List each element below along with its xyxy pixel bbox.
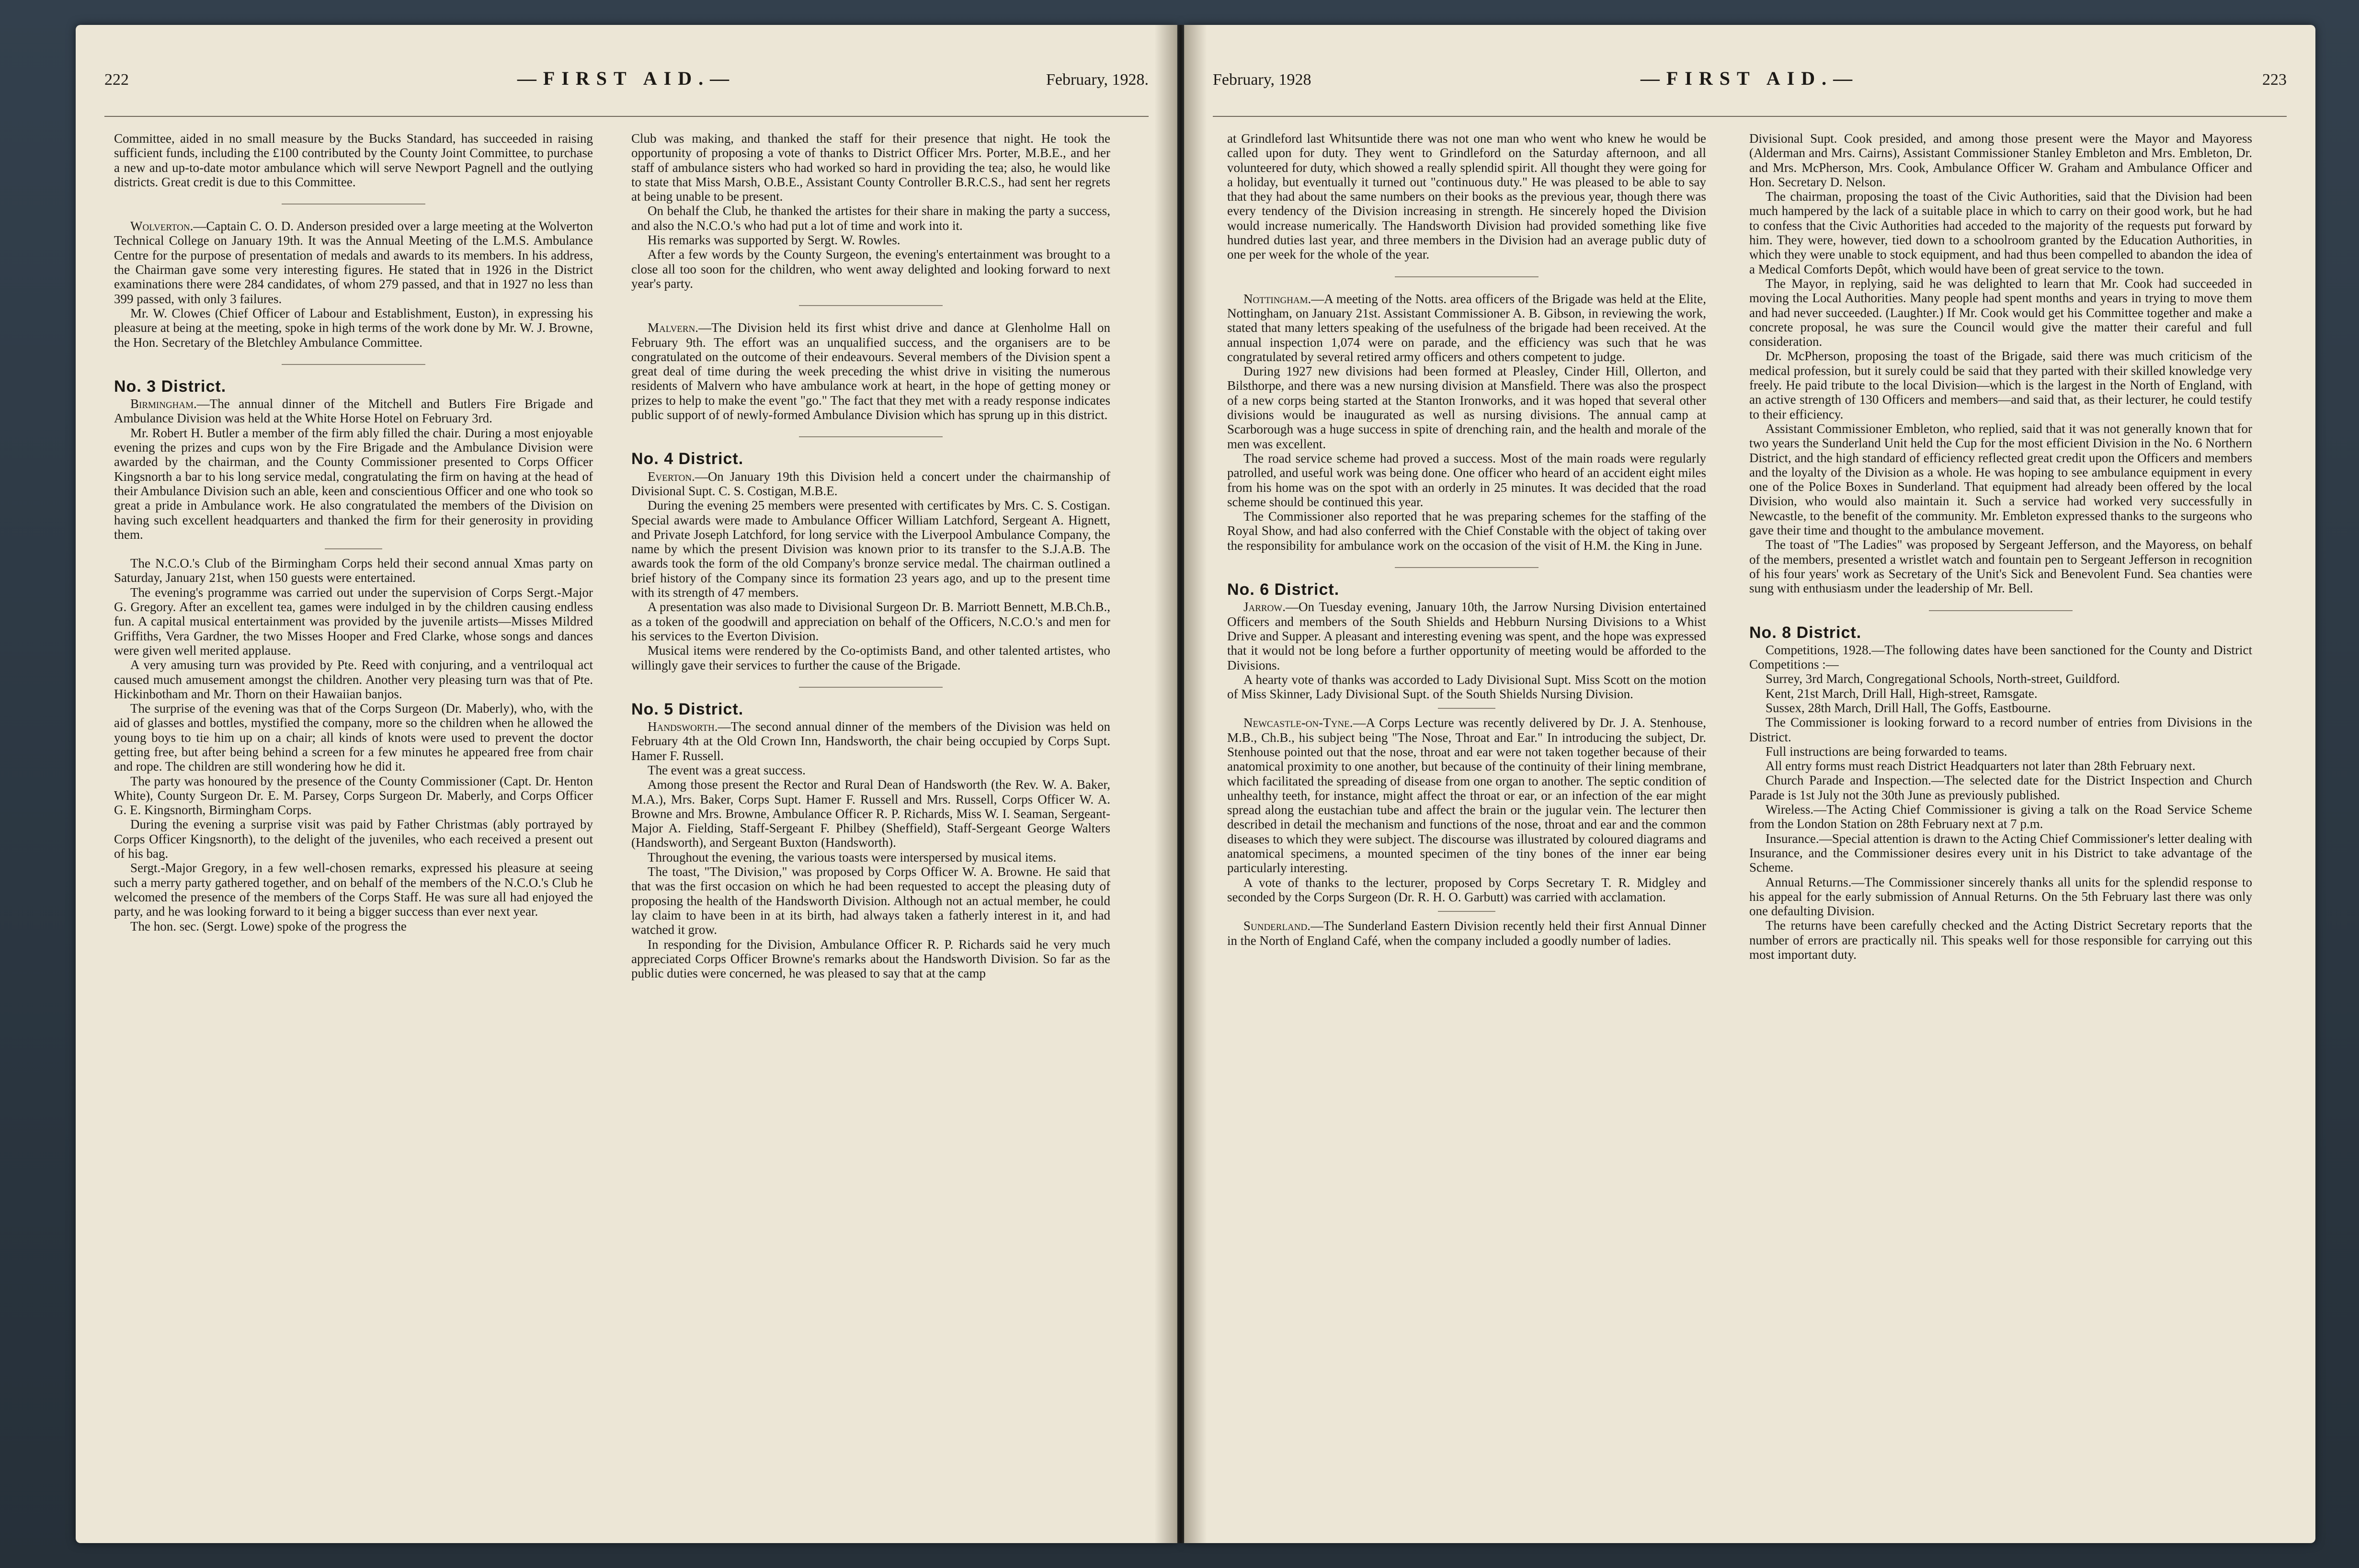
paragraph-text: On behalf the Club, he thanked the artistes for their share in making the party a success, and also the N.C.O.'s who had put a lot of time and work into it. [631, 204, 1110, 233]
left-page-header [104, 67, 1149, 96]
paragraph-text: The evening's programme was carried out under the supervision of Corps Sergt.-Major G. Gregory. After an excellent tea, games were indulged in by the children causing endless fun. A capital musical entertainment was provided by the juvenile artists—Misses Mildred Griffiths, Vera Gardner, the two Misses Hooper and Fred Clarke, whose songs and dances were given well merited applause. [114, 585, 593, 658]
paragraph-text: The returns have been carefully checked and the Acting District Secretary reports that the number of errors are practically nil. This speaks well for those responsible for carrying out this most important duty. [1749, 918, 2252, 962]
article-paragraph [114, 219, 593, 306]
paragraph-text: Insurance.—Special attention is drawn to the Acting Chief Commissioner's letter dealing with Insurance, and the Commissioner desires every unit in his District to take advantage of the Scheme. [1749, 831, 2252, 875]
article-paragraph [1227, 716, 1706, 875]
section-divider [799, 687, 943, 688]
paragraph-text: Divisional Supt. Cook presided, and among those present were the Mayor and Mayoress (Alderman and Mrs. Cairns), Assistant Commissioner Stanley Embleton and Mrs. Embleton, Dr. and Mrs. McPherson, Mrs. Cook, Ambulance Officer W. Graham and Ambulance Officer and Hon. Secretary D. Nelson. [1749, 131, 2252, 189]
paragraph-text: After a few words by the County Surgeon, the evening's entertainment was brought to a close all too soon for the children, who went away delighted and looking forward to next year's party. [631, 247, 1110, 291]
section-divider [1929, 610, 2073, 611]
paragraph-text: The party was honoured by the presence of the County Commissioner (Capt. Dr. Henton White), County Surgeon Dr. E. M. Parsey, Corps Surgeon Dr. Maberly, and Corps Officer G. E. Kingsnorth, Birmingham Corps. [114, 773, 593, 818]
paragraph-text: Wireless.—The Acting Chief Commissioner is giving a talk on the Road Service Scheme from the London Station on 28th February next at 7 p.m. [1749, 802, 2252, 831]
paragraph-text: During the evening 25 members were presented with certificates by Mrs. C. S. Costigan. Special awards were made to Ambulance Officer William Latchford, Sergeant A. Hignett, and Private Joseph Latchford, for long service with the Liverpool Ambulance Company, the name by which the present Division was known prior to its transfer to the S.J.A.B. The awards took the form of the old Company's bronze service medal. The chairman outlined a brief history of the Company since its formation 23 years ago, and up to the present time with its strength of 47 members. [631, 498, 1110, 600]
page-number: 223 [2262, 71, 2287, 89]
district-heading: No. 3 District. [114, 377, 227, 396]
section-divider [1438, 911, 1495, 912]
article-paragraph [114, 658, 593, 701]
paragraph-text: Full instructions are being forwarded to teams. [1766, 744, 2007, 759]
right-column-1 [1227, 131, 1706, 1520]
article-paragraph [631, 600, 1110, 643]
article-paragraph [1749, 802, 2252, 831]
paragraph-text: The event was a great success. [648, 762, 806, 777]
paragraph-text: Kent, 21st March, Drill Hall, High-street, Ramsgate. [1766, 686, 2038, 701]
paragraph-text: —The Division held its first whist drive and dance at Glenholme Hall on February 9th. The effort was an unqualified success, and the organisers are to be congratulated on the outcome of their endeavours. Several members of the Division spent a great deal of time during the week preceding the whist drive in visiting the numerous residents of Malvern who have ambulance work at heart, in the hope of getting money or prizes to help to make the event "go." The fact that they met with a ready response indicates public support of of newly-formed Ambulance Division which has sprung up in this district. [631, 320, 1110, 422]
place-name-lead: Birmingham. [130, 397, 197, 411]
left-column-2 [631, 131, 1110, 1520]
place-name-lead: Newcastle-on-Tyne. [1243, 716, 1353, 730]
paragraph-text: The chairman, proposing the toast of the Civic Authorities, said that the Division had been much hampered by the lack of a suitable place in which to carry on their good work, but he had to confess that the Civic Authorities had acceded to the majority of the requests put forward by him. They were, however, tied down to a schoolroom granted by the Education Authorities, in which they were unable to stock equipment, and had thus been compelled to abandon the idea of a Medical Comforts Depôt, which would have been of great service to the town. [1749, 189, 2252, 276]
article-paragraph [1227, 292, 1706, 364]
header-rule [1213, 116, 2287, 117]
paragraph-text: The road service scheme had proved a success. Most of the main roads were regularly patrolled, and useful work was being done. One officer who heard of an accident eight miles from his home was on the spot with an orderly in 25 minutes. It was decided that the road scheme should be continued this year. [1227, 451, 1706, 509]
book-gutter [1154, 25, 1207, 1543]
article-paragraph [1749, 701, 2252, 715]
paragraph-text: Surrey, 3rd March, Congregational Schools, North-street, Guildford. [1766, 671, 2120, 686]
paragraph-text: The Commissioner also reported that he was preparing schemes for the staffing of the Royal Show, and had also conferred with the Chief Constable with the object of taking over the responsibility for ambulance work on the occasion of the visit of H.M. the King in June. [1227, 509, 1706, 553]
paragraph-text: A very amusing turn was provided by Pte. Reed with conjuring, and a ventriloqual act caused much amusement amongst the children. Another very pleasing turn was that of Pte. Hickinbotham and Mr. Thorn on their Hawaiian banjos. [114, 658, 593, 701]
paragraph-text: —A meeting of the Notts. area officers of the Brigade was held at the Elite, Nottingham, on January 21st. Assistant Commissioner A. B. Gibson, in reviewing the work, stated that many letters speaking of the usefulness of the brigade had been received. At the annual inspection 1,074 were on parade, and the efficiency was such that he was congratulated by several retired army officers and others competent to judge. [1227, 291, 1706, 364]
article-paragraph [114, 397, 593, 426]
paragraph-text: at Grindleford last Whitsuntide there was not one man who went who knew he would be called upon for duty. They went to Grindleford on the Saturday afternoon, and all volunteered for duty, which showed a really splendid spirit. All thought they were going for a holiday, but eventually it turned out "continuous duty." He was pleased to be able to say that they had about the same numbers on their books as the previous year, though there was every tendency of the Division increasing in strength. He sincerely hoped the Division would increase numerically. The Handsworth Division had provided something like five hundred duties last year, and three members in the Division had an average public duty of one per week for the whole of the year. [1227, 131, 1706, 262]
paragraph-text: All entry forms must reach District Headquarters not later than 28th February next. [1766, 759, 2196, 773]
paragraph-text: —A Corps Lecture was recently delivered by Dr. J. A. Stenhouse, M.B., Ch.B., his subject being "The Nose, Throat and Ear." In introducing the subject, Dr. Stenhouse pointed out that the nose, throat and ear were not taken together because of their anatomical proximity to one another, but because of the continuity of their lining membrane, which facilitated the spreading of disease from one organ to another. The septic condition of unhealthy teeth, for instance, might affect the throat or ear, or an infection of the ear might spread along the eustachian tube and affect the brain or the jugular vein. The lecturer then described in detail the mechanism and functions of the nose, throat and ear and the common diseases to which they were subject. The discourse was illustrated by coloured diagrams and anatomical specimens, a mounted specimen of the tiny bones of the inner ear being particularly interesting. [1227, 716, 1706, 875]
article-paragraph [631, 777, 1110, 850]
article-paragraph [114, 919, 593, 933]
paragraph-text: Mr. W. Clowes (Chief Officer of Labour and Establishment, Euston), in expressing his pleasure at being at the meeting, spoke in high terms of the work done by Mr. W. J. Browne, the Hon. Secretary of the Bletchley Ambulance Committee. [114, 306, 593, 350]
paragraph-text: A vote of thanks to the lecturer, proposed by Corps Secretary T. R. Midgley and seconded by the Corps Surgeon (Dr. R. H. O. Garbutt) was carried with acclamation. [1227, 875, 1706, 904]
issue-date: February, 1928 [1213, 71, 1311, 89]
section-divider [282, 364, 425, 365]
place-name-lead: Everton. [648, 469, 695, 484]
article-paragraph [631, 131, 1110, 204]
article-paragraph [1749, 349, 2252, 421]
section-divider [325, 548, 382, 549]
article-paragraph [631, 937, 1110, 981]
article-paragraph [114, 426, 593, 542]
place-name-lead: Jarrow. [1243, 600, 1286, 614]
district-heading: No. 8 District. [1749, 623, 1862, 642]
right-page [1184, 25, 2315, 1543]
article-paragraph [1749, 918, 2252, 962]
section-divider [282, 204, 425, 205]
paragraph-text: Sergt.-Major Gregory, in a few well-chosen remarks, expressed his pleasure at seeing such a merry party gathered together, and on behalf of the members of the N.C.O.'s Club he welcomed the presence of the members of the Corps Staff. He was sure all had enjoyed the party, and he was looking forward to it being a bigger success than ever next year. [114, 861, 593, 919]
paragraph-text: Throughout the evening, the various toasts were interspersed by musical items. [648, 850, 1057, 864]
paragraph-text: Annual Returns.—The Commissioner sincerely thanks all units for the splendid response to his appeal for the early submission of Annual Returns. On the 5th February last there was only one defaulting Division. [1749, 875, 2252, 919]
article-paragraph [1749, 759, 2252, 773]
paragraph-text: Musical items were rendered by the Co-optimists Band, and other talented artistes, who willingly gave their services to further the cause of the Brigade. [631, 643, 1110, 672]
header-rule [104, 116, 1149, 117]
section-divider [1395, 567, 1538, 568]
paragraph-text: The Commissioner is looking forward to a record number of entries from Divisions in the District. [1749, 715, 2252, 744]
article-paragraph [114, 585, 593, 658]
district-heading: No. 5 District. [631, 700, 744, 718]
paragraph-text: The N.C.O.'s Club of the Birmingham Corps held their second annual Xmas party on Saturday, January 21st, when 150 guests were entertained. [114, 556, 593, 585]
page-number: 222 [104, 71, 129, 89]
article-paragraph [631, 850, 1110, 864]
right-column-2 [1749, 131, 2252, 1520]
paragraph-text: Committee, aided in no small measure by the Bucks Standard, has succeeded in raising sufficient funds, including the £100 contributed by the County Joint Committee, to purchase a new and up-to-date motor ambulance which will serve Newport Pagnell and the outlying districts. Great credit is due to this Committee. [114, 131, 593, 189]
paragraph-text: —On January 19th this Division held a concert under the chairmanship of Divisional Supt. C. S. Costigan, M.B.E. [631, 469, 1110, 498]
article-paragraph [1749, 421, 2252, 537]
journal-title: —FIRST AID.— [517, 68, 736, 89]
paragraph-text: A hearty vote of thanks was accorded to Lady Divisional Supt. Miss Scott on the motion of Miss Skinner, Lady Divisional Supt. of the South Shields Nursing Division. [1227, 672, 1706, 702]
paragraph-text: In responding for the Division, Ambulance Officer R. P. Richards said he very much appreciated Corps Officer Browne's remarks about the Handsworth Division. So far as the public duties were concerned, he was pleased to say that at the camp [631, 937, 1110, 981]
article-paragraph [114, 131, 593, 189]
district-heading: No. 6 District. [1227, 580, 1340, 599]
place-name-lead: Sunderland. [1243, 919, 1311, 933]
paragraph-text: Sussex, 28th March, Drill Hall, The Goffs, Eastbourne. [1766, 700, 2051, 715]
paragraph-text: Competitions, 1928.—The following dates have been sanctioned for the County and District Competitions :— [1749, 642, 2252, 672]
article-paragraph [631, 763, 1110, 777]
paragraph-text: —Captain C. O. D. Anderson presided over a large meeting at the Wolverton Technical College on January 19th. It was the Annual Meeting of the L.M.S. Ambulance Centre for the purpose of presentation of medals and awards to its members. In his address, the Chairman gave some very interesting figures. He stated that in 1926 in the District examinations there were 284 candidates, of whom 279 passed, and that in 1927 no less than 399 passed, with only 3 failures. [114, 219, 593, 306]
district-heading: No. 4 District. [631, 450, 744, 468]
article-paragraph [1749, 189, 2252, 276]
paragraph-text: The toast of "The Ladies" was proposed by Sergeant Jefferson, and the Mayoress, on behalf of the members, presented a wristlet watch and fountain pen to Sergeant Jefferson in recognition of his four years' work as Secretary of the Unit's Sick and Benevolent Fund. Sea chanties were sung with enthusiasm under the leadership of Mr. Bell. [1749, 537, 2252, 596]
article-paragraph [114, 556, 593, 585]
article-paragraph [1227, 919, 1706, 948]
article-paragraph [1749, 537, 2252, 595]
place-name-lead: Wolverton. [130, 219, 194, 234]
paragraph-text: —On Tuesday evening, January 10th, the Jarrow Nursing Division entertained Officers and members of the South Shields and Hebburn Nursing Divisions to a Whist Drive and Supper. A pleasant and interesting evening was spent, and the hope was expressed that it would not be long before a further opportunity of meeting would be afforded to the Divisions. [1227, 600, 1706, 672]
article-paragraph [631, 719, 1110, 763]
article-paragraph [631, 204, 1110, 233]
article-paragraph [1749, 643, 2252, 672]
article-paragraph [1227, 672, 1706, 702]
article-paragraph [631, 643, 1110, 672]
article-paragraph [1227, 600, 1706, 672]
paragraph-text: Dr. McPherson, proposing the toast of the Brigade, said there was much criticism of the medical profession, but it surely could be said that they parted with their skilled knowledge very freely. He paid tribute to the local Division—which is the largest in the North of England, with an active strength of 130 Officers and members—and said that, as their lecturer, he could testify to their efficiency. [1749, 349, 2252, 421]
paragraph-text: A presentation was also made to Divisional Surgeon Dr. B. Marriott Bennett, M.B.Ch.B., as a token of the goodwill and appreciation on behalf of the Officers, N.C.O.'s and men for his services to the Everton Division. [631, 600, 1110, 643]
article-paragraph [1749, 671, 2252, 686]
right-page-header [1213, 67, 2287, 96]
paragraph-text: —The second annual dinner of the members of the Division was held on February 4th at the Old Crown Inn, Handsworth, the chair being occupied by Corps Supt. Hamer F. Russell. [631, 719, 1110, 763]
article-paragraph [631, 864, 1110, 937]
paragraph-text: His remarks was supported by Sergt. W. Rowles. [648, 233, 900, 248]
paragraph-text: Mr. Robert H. Butler a member of the firm ably filled the chair. During a most enjoyable evening the prizes and cups won by the Fire Brigade and the Ambulance Division were awarded by the chairman, and the County Commissioner presented to Corps Officer Kingsnorth a bar to his long service medal, congratulating the firm on having at the head of their Ambulance Division such an able, keen and conscientious Officer and one who took so great a pride in Ambulance work. He also congratulated the members of the Division on having such excellent headquarters and thanked the firm for their generosity in providing them. [114, 425, 593, 542]
journal-title: —FIRST AID.— [1640, 68, 1859, 89]
article-paragraph [1227, 451, 1706, 509]
article-paragraph [631, 498, 1110, 600]
section-divider [799, 436, 943, 437]
article-paragraph [114, 817, 593, 861]
paragraph-text: During 1927 new divisions had been formed at Pleasley, Cinder Hill, Ollerton, and Bilsthorpe, and there was a new nursing division at Mansfield. There was also the prospect of a new corps being started at the Stanton Ironworks, and it was hoped that several other divisions would be inaugurated as well as nursing divisions. The annual camp at Scarborough was a huge success in spite of drenching rain, and the health and morale of the men was excellent. [1227, 364, 1706, 451]
paragraph-text: During the evening a surprise visit was paid by Father Christmas (ably portrayed by Corps Officer Kingsnorth), to the delight of the juveniles, who each received a present out of his bag. [114, 817, 593, 861]
article-paragraph [631, 247, 1110, 291]
article-paragraph [1227, 509, 1706, 553]
article-paragraph [631, 233, 1110, 247]
section-divider [799, 305, 943, 306]
article-paragraph [1749, 686, 2252, 701]
article-paragraph [1227, 131, 1706, 262]
left-page [76, 25, 1177, 1543]
paragraph-text: Club was making, and thanked the staff for their presence that night. He took the opportunity of proposing a vote of thanks to District Officer Mrs. Porter, M.B.E., and her staff of ambulance sisters who had worked so hard in providing the tea; also, he would like to state that Miss Marsh, O.B.E., Assistant County Controller B.R.C.S., had sent her regrets at being unable to be present. [631, 131, 1110, 204]
article-paragraph [631, 469, 1110, 499]
place-name-lead: Malvern. [648, 320, 699, 335]
place-name-lead: Nottingham. [1243, 291, 1311, 306]
article-paragraph [1749, 773, 2252, 802]
article-paragraph [1227, 875, 1706, 905]
paragraph-text: —The Sunderland Eastern Division recently held their first Annual Dinner in the North of England Café, when the company included a goodly number of ladies. [1227, 919, 1706, 948]
article-paragraph [114, 701, 593, 773]
article-paragraph [1749, 131, 2252, 189]
article-paragraph [1227, 364, 1706, 451]
article-paragraph [1749, 744, 2252, 759]
section-divider [1395, 276, 1538, 277]
paragraph-text: The Mayor, in replying, said he was delighted to learn that Mr. Cook had succeeded in moving the Local Authorities. Many people had spent months and years in trying to move them and had never succeeded. (Laughter.) If Mr. Cook would get his Committee together and make a concrete proposal, he was sure the Council would give the matter their careful and full consideration. [1749, 276, 2252, 349]
paragraph-text: The surprise of the evening was that of the Corps Surgeon (Dr. Maberly), who, with the aid of glasses and bottles, mystified the company, more so the children when he allowed the young boys to tie him up on a chair; all kinds of knots were used to prevent the doctor getting free, but after being behind a screen for a few minutes he appeared free from chair and rope. The children are still wondering how he did it. [114, 701, 593, 774]
paragraph-text: The toast, "The Division," was proposed by Corps Officer W. A. Browne. He said that that was the first occasion on which he had been requested to accept the pleasing duty of proposing the health of the Handsworth Division. Although not an actual member, he could lay claim to have been in at its birth, had always taken a fatherly interest in it, and had watched it grow. [631, 864, 1110, 937]
article-paragraph [1749, 276, 2252, 349]
article-paragraph [1749, 715, 2252, 744]
article-paragraph [1749, 831, 2252, 875]
paragraph-text: —The annual dinner of the Mitchell and Butlers Fire Brigade and Ambulance Division was held at the White Horse Hotel on February 3rd. [114, 397, 593, 426]
article-paragraph [114, 774, 593, 818]
paragraph-text: Assistant Commissioner Embleton, who replied, said that it was not generally known that for two years the Sunderland Unit held the Cup for the most efficient Division in the No. 6 Northern District, and the high standard of efficiency reflected great credit upon the Officers and members and the loyalty of the Division as a whole. He was hoping to see ambulance equipment in every one of the Police Boxes in Sunderland. That equipment had already been offered by the local Division, who would also maintain it. Such a service had worked very successfully in Newcastle, to the benefit of the community. Mr. Embleton expressed thanks to the surgeons who gave their time and thought to the ambulance movement. [1749, 421, 2252, 538]
article-paragraph [1749, 875, 2252, 919]
paragraph-text: Church Parade and Inspection.—The selected date for the District Inspection and Church Parade is 1st July not the 30th June as previously published. [1749, 773, 2252, 802]
article-paragraph [631, 320, 1110, 422]
article-paragraph [114, 306, 593, 350]
article-paragraph [114, 861, 593, 919]
place-name-lead: Handsworth. [648, 719, 718, 734]
left-column-1 [114, 131, 593, 1520]
paragraph-text: Among those present the Rector and Rural Dean of Handsworth (the Rev. W. A. Baker, M.A.), Mrs. Baker, Corps Supt. Hamer F. Russell and Mrs. Russell, Corps Officer W. A. Browne and Mrs. Browne, Ambulance Officer R. P. Richards, Miss W. I. Seaman, Sergeant-Major A. Fielding, Staff-Sergeant F. Philbey (Sheffield), Staff-Sergeant George Walters (Handsworth), and Sergeant Buxton (Handsworth). [631, 777, 1110, 850]
issue-date: February, 1928. [1046, 71, 1149, 89]
paragraph-text: The hon. sec. (Sergt. Lowe) spoke of the progress the [130, 919, 407, 933]
section-divider [1438, 708, 1495, 709]
